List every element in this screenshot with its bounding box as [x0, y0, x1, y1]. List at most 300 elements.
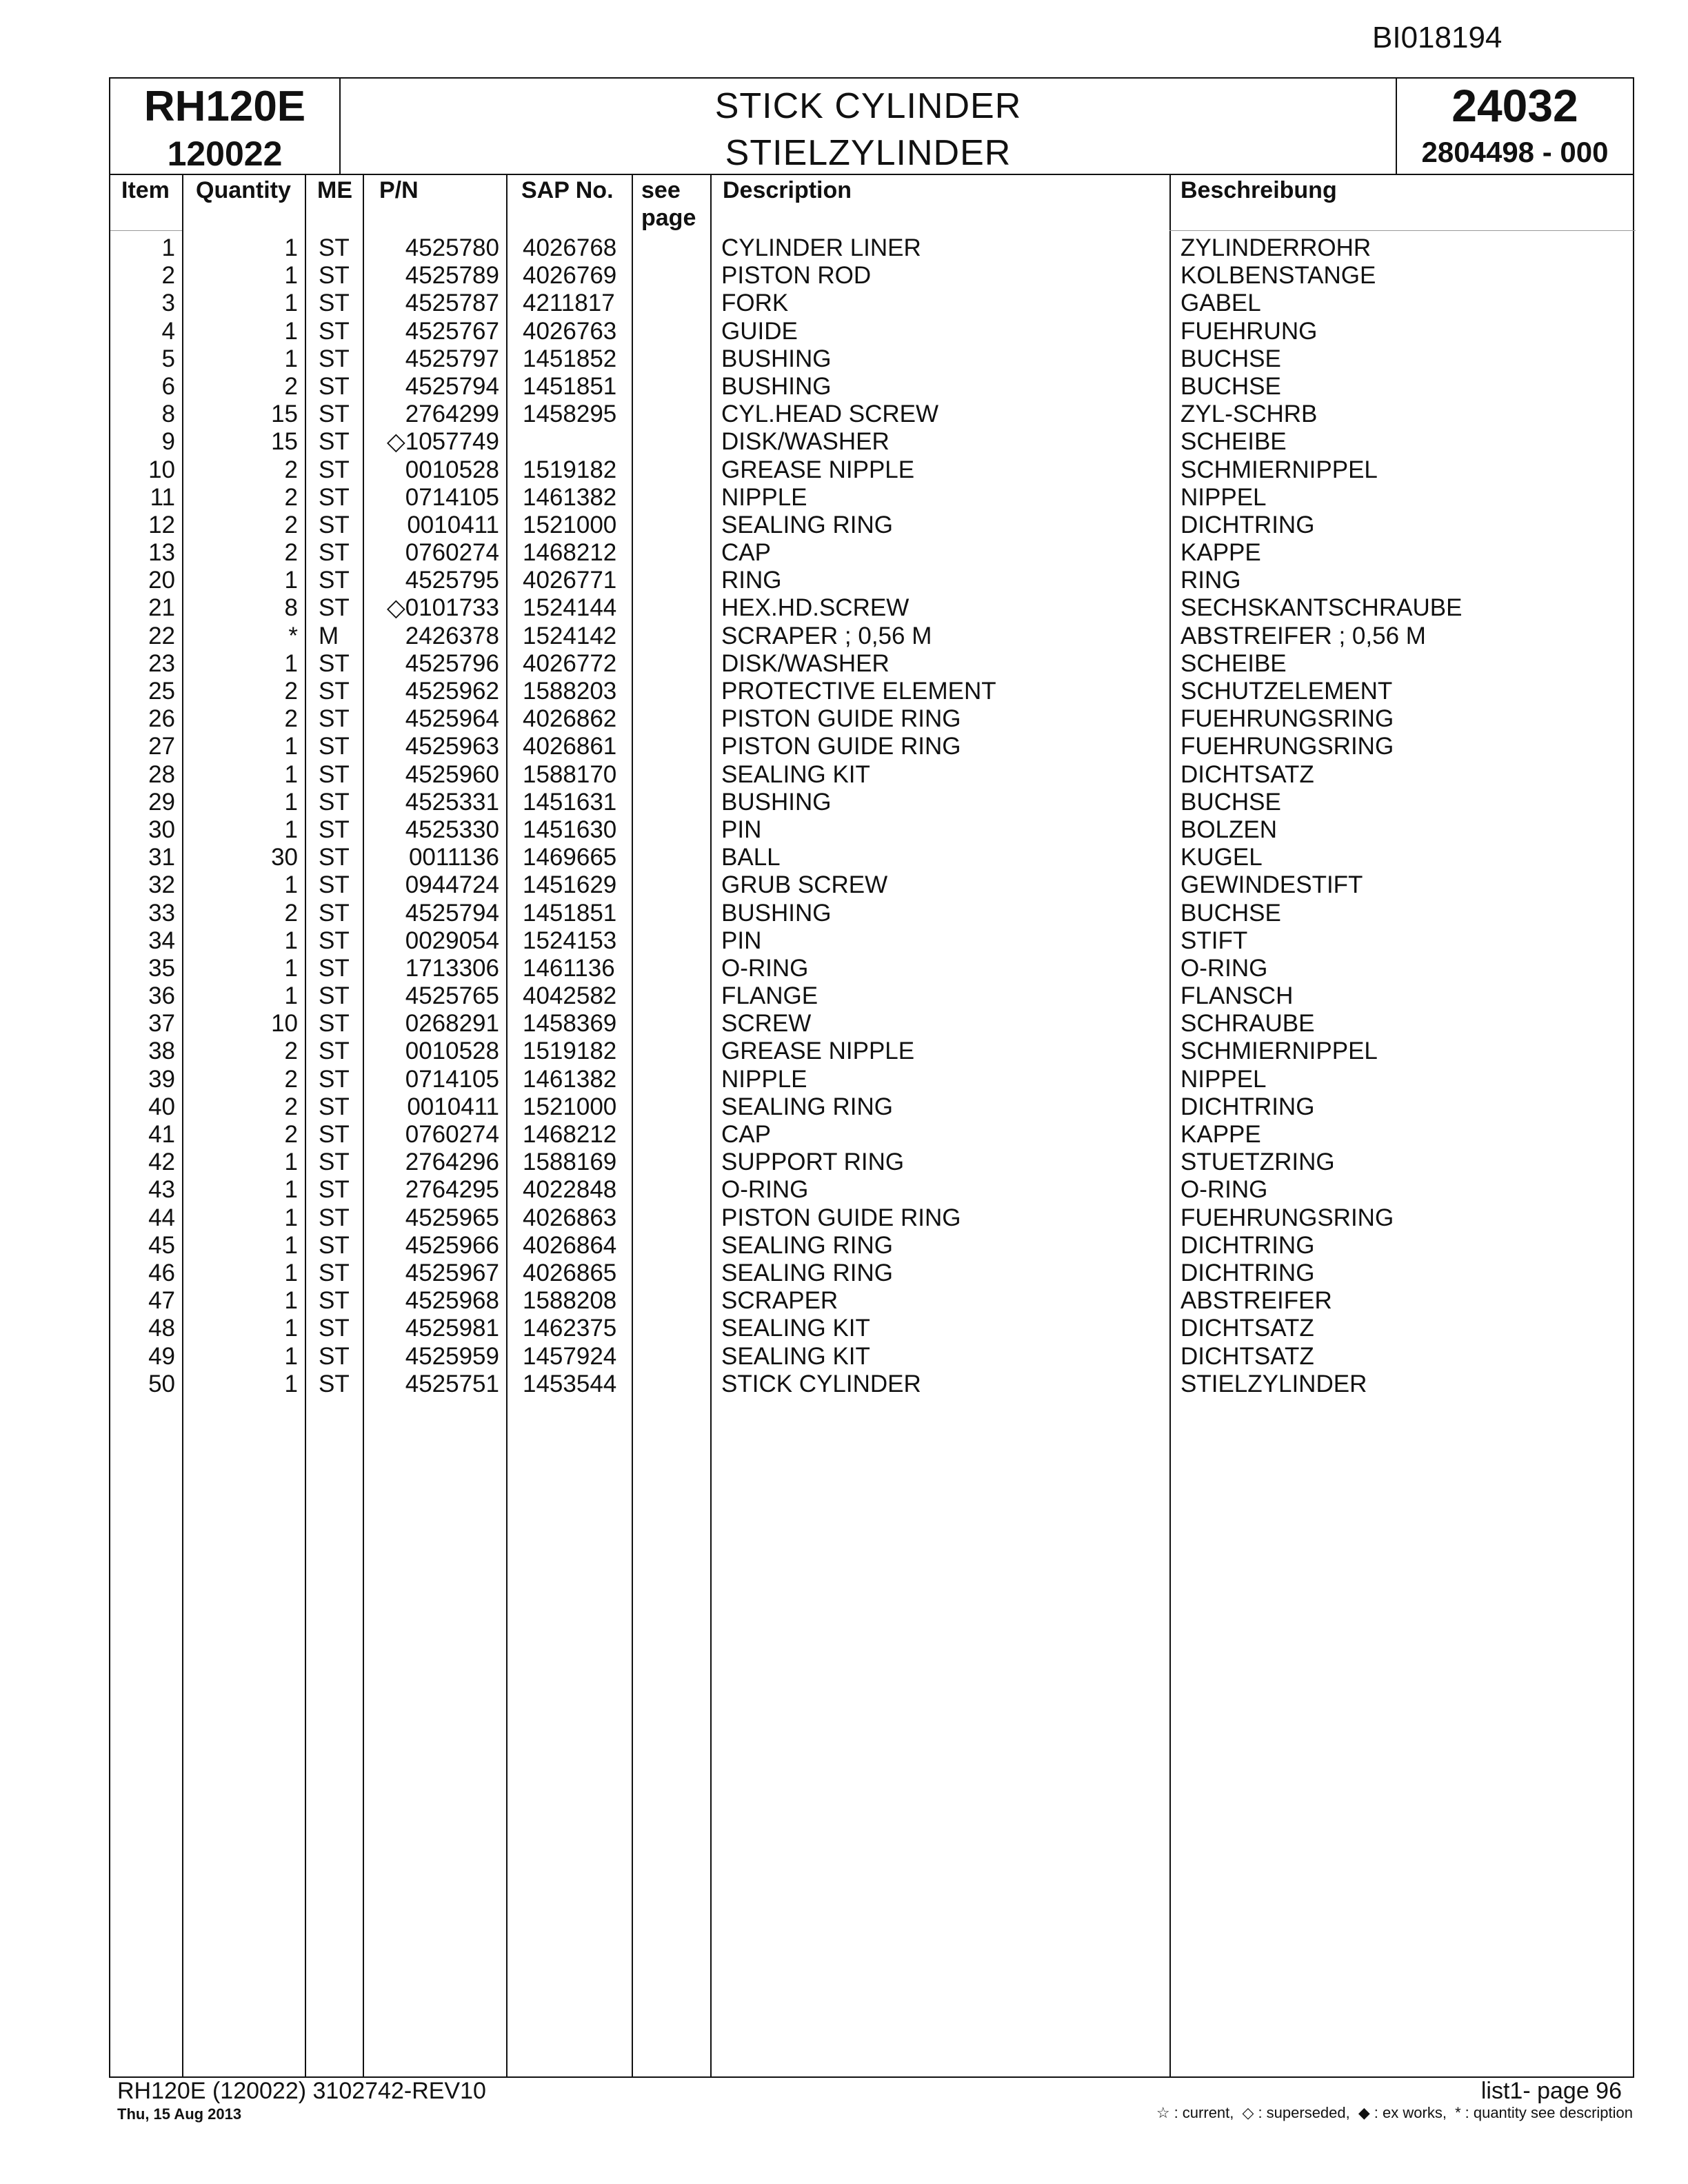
description-cell: PIN [721, 927, 762, 954]
title-german: STIELZYLINDER [725, 133, 1012, 173]
part-number-cell: 4525794 [405, 899, 499, 927]
quantity-cell: 1 [284, 567, 298, 594]
sap-number-cell: 1524144 [523, 594, 617, 622]
description-cell: SCRAPER [721, 1287, 838, 1315]
beschreibung-cell: STIELZYLINDER [1180, 1370, 1367, 1397]
beschreibung-cell: FUEHRUNG [1180, 317, 1318, 345]
item-cell: 35 [148, 954, 175, 982]
group-box [1396, 79, 1633, 174]
beschreibung-cell: BUCHSE [1180, 899, 1281, 927]
table-row [110, 733, 1633, 760]
table-row [110, 1315, 1633, 1342]
quantity-cell: 1 [284, 1287, 298, 1315]
beschreibung-cell: FLANSCH [1180, 982, 1294, 1010]
part-number-cell: 2426378 [405, 622, 499, 649]
table-row [110, 484, 1633, 512]
beschreibung-cell: ABSTREIFER [1180, 1287, 1332, 1315]
quantity-cell: 1 [284, 871, 298, 899]
sap-number-cell: 4026769 [523, 262, 617, 290]
description-cell: BUSHING [721, 345, 832, 372]
sap-number-cell: 1519182 [523, 456, 617, 483]
header-band [110, 79, 1633, 175]
description-cell: PROTECTIVE ELEMENT [721, 678, 996, 705]
description-cell: GRUB SCREW [721, 871, 888, 899]
item-cell: 2 [161, 262, 175, 290]
table-row [110, 761, 1633, 789]
table-row [110, 1038, 1633, 1065]
unit-cell: ST [319, 428, 350, 456]
group-subnumber: 2804498 - 000 [1421, 136, 1609, 168]
column-header-pn: P/N [379, 177, 419, 203]
part-number-cell: 4525967 [405, 1259, 499, 1286]
description-cell: BALL [721, 844, 781, 871]
description-cell: SEALING RING [721, 1231, 893, 1259]
item-cell: 5 [161, 345, 175, 372]
legend-exworks-text: : ex works, [1374, 2104, 1447, 2121]
table-row [110, 1066, 1633, 1093]
table-row [110, 373, 1633, 401]
table-row [110, 290, 1633, 317]
beschreibung-cell: ZYLINDERROHR [1180, 234, 1372, 261]
item-cell: 43 [148, 1176, 175, 1204]
item-cell: 6 [161, 372, 175, 400]
sap-number-cell: 4042582 [523, 982, 617, 1010]
part-number-cell: 4525330 [405, 816, 499, 843]
unit-cell: M [319, 622, 339, 649]
sap-number-cell: 4026763 [523, 317, 617, 345]
sap-number-cell: 1521000 [523, 511, 617, 538]
description-cell: CYLINDER LINER [721, 234, 921, 261]
part-number-cell: 4525794 [405, 372, 499, 400]
table-row [110, 1121, 1633, 1149]
item-cell: 36 [148, 982, 175, 1010]
beschreibung-cell: SCHMIERNIPPEL [1180, 1038, 1378, 1065]
column-header-beschreibung: Beschreibung [1180, 177, 1337, 203]
sap-number-cell: 4026865 [523, 1259, 617, 1286]
description-cell: FLANGE [721, 982, 818, 1010]
table-row [110, 1371, 1633, 1398]
part-number-cell: 4525331 [405, 788, 499, 816]
part-number-cell: 0714105 [405, 483, 499, 511]
current-star-icon: ☆ [1156, 2104, 1170, 2121]
footer-page-number: list1- page 96 [1480, 2078, 1622, 2104]
table-row [110, 456, 1633, 484]
part-number-cell: 0010528 [405, 1038, 499, 1065]
beschreibung-cell: DICHTRING [1180, 1259, 1315, 1286]
description-cell: PISTON GUIDE RING [721, 1204, 961, 1231]
description-cell: GUIDE [721, 317, 798, 345]
beschreibung-cell: KUGEL [1180, 844, 1263, 871]
description-cell: CAP [721, 539, 771, 567]
item-cell: 48 [148, 1315, 175, 1342]
sap-number-cell: 1461382 [523, 483, 617, 511]
sap-number-cell: 1469665 [523, 844, 617, 871]
item-cell: 11 [150, 483, 175, 511]
beschreibung-cell: DICHTSATZ [1180, 760, 1314, 788]
unit-cell: ST [319, 844, 350, 871]
part-number-cell: 0010411 [407, 1093, 499, 1120]
sap-number-cell: 1468212 [523, 1121, 617, 1148]
sap-number-cell: 1458369 [523, 1010, 617, 1038]
model-name: RH120E [143, 83, 306, 130]
column-header-see: see [641, 177, 681, 203]
header-underline [110, 230, 182, 231]
table-row [110, 871, 1633, 899]
unit-cell: ST [319, 678, 350, 705]
quantity-cell: 1 [284, 290, 298, 317]
beschreibung-cell: SCHUTZELEMENT [1180, 678, 1393, 705]
table-row [110, 539, 1633, 567]
item-cell: 34 [148, 927, 175, 954]
quantity-cell: 2 [284, 456, 298, 483]
part-number-cell: 4525959 [405, 1342, 499, 1370]
ex-works-diamond-icon: ◆ [1358, 2104, 1370, 2121]
parts-table-body [110, 234, 1633, 1398]
item-cell: 21 [148, 594, 175, 622]
beschreibung-cell: DICHTSATZ [1180, 1342, 1314, 1370]
unit-cell: ST [319, 594, 350, 622]
description-cell: STICK CYLINDER [721, 1370, 921, 1397]
item-cell: 49 [148, 1342, 175, 1370]
quantity-cell: 1 [284, 649, 298, 677]
quantity-cell: 1 [284, 733, 298, 760]
beschreibung-cell: SCHEIBE [1180, 649, 1287, 677]
table-row [110, 927, 1633, 955]
sap-number-cell: 1453544 [523, 1370, 617, 1397]
sap-number-cell: 1588208 [523, 1287, 617, 1315]
model-box [110, 79, 341, 174]
sap-number-cell: 1461136 [523, 954, 615, 982]
quantity-cell: 1 [284, 1370, 298, 1397]
quantity-cell: 15 [271, 428, 298, 456]
unit-cell: ST [319, 1176, 350, 1204]
part-number-cell: 4525981 [405, 1315, 499, 1342]
unit-cell: ST [319, 1370, 350, 1397]
unit-cell: ST [319, 401, 350, 428]
document-id: BI018194 [1372, 21, 1503, 54]
unit-cell: ST [319, 927, 350, 954]
model-serial: 120022 [167, 134, 283, 173]
quantity-cell: 1 [284, 1176, 298, 1204]
quantity-cell: 2 [284, 705, 298, 733]
item-cell: 33 [148, 899, 175, 927]
description-cell: PIN [721, 816, 762, 843]
quantity-cell: 1 [284, 234, 298, 261]
sap-number-cell: 4026768 [523, 234, 617, 261]
quantity-cell: 2 [284, 483, 298, 511]
part-number-cell: 4525796 [405, 649, 499, 677]
table-row [110, 567, 1633, 594]
part-number-cell: 4525966 [405, 1231, 499, 1259]
quantity-cell: 1 [284, 1231, 298, 1259]
unit-cell: ST [319, 982, 350, 1010]
beschreibung-cell: NIPPEL [1180, 1065, 1267, 1093]
part-number-cell: 0714105 [405, 1065, 499, 1093]
item-cell: 40 [148, 1093, 175, 1120]
part-number-cell: 0268291 [405, 1010, 499, 1038]
unit-cell: ST [319, 871, 350, 899]
part-number-cell: 4525963 [405, 733, 499, 760]
unit-cell: ST [319, 1121, 350, 1148]
quantity-cell: 2 [284, 511, 298, 538]
table-row [110, 705, 1633, 733]
beschreibung-cell: O-RING [1180, 954, 1268, 982]
quantity-cell: 2 [284, 372, 298, 400]
quantity-cell: 2 [284, 899, 298, 927]
unit-cell: ST [319, 816, 350, 843]
quantity-cell: 2 [284, 678, 298, 705]
item-cell: 39 [148, 1065, 175, 1093]
table-row [110, 401, 1633, 428]
unit-cell: ST [319, 483, 350, 511]
sap-number-cell: 4026772 [523, 649, 617, 677]
description-cell: HEX.HD.SCREW [721, 594, 910, 622]
quantity-cell: * [288, 622, 298, 649]
description-cell: FORK [721, 290, 789, 317]
description-cell: PISTON GUIDE RING [721, 705, 961, 733]
quantity-cell: 15 [271, 401, 298, 428]
unit-cell: ST [319, 1259, 350, 1286]
description-cell: DISK/WASHER [721, 428, 890, 456]
sap-number-cell: 4026862 [523, 705, 617, 733]
beschreibung-cell: BUCHSE [1180, 788, 1281, 816]
item-cell: 45 [148, 1231, 175, 1259]
legend-superseded-text: : superseded, [1258, 2104, 1350, 2121]
footer-doc-reference: RH120E (120022) 3102742-REV10 [117, 2078, 486, 2104]
sap-number-cell: 1457924 [523, 1342, 617, 1370]
item-cell: 41 [148, 1121, 175, 1148]
title-box [341, 79, 1396, 174]
table-row [110, 1260, 1633, 1287]
item-cell: 13 [148, 539, 175, 567]
beschreibung-cell: STUETZRING [1180, 1149, 1335, 1176]
quantity-cell: 2 [284, 1038, 298, 1065]
table-row [110, 678, 1633, 705]
table-row [110, 262, 1633, 290]
unit-cell: ST [319, 317, 350, 345]
sap-number-cell: 1468212 [523, 539, 617, 567]
item-cell: 32 [148, 871, 175, 899]
table-row [110, 1287, 1633, 1315]
description-cell: CYL.HEAD SCREW [721, 401, 939, 428]
quantity-cell: 2 [284, 539, 298, 567]
description-cell: SEALING RING [721, 1259, 893, 1286]
sap-number-cell: 1451631 [523, 788, 617, 816]
unit-cell: ST [319, 899, 350, 927]
item-cell: 23 [148, 649, 175, 677]
table-row [110, 1093, 1633, 1121]
sap-number-cell: 1588169 [523, 1149, 617, 1176]
beschreibung-cell: ABSTREIFER ; 0,56 M [1180, 622, 1426, 649]
part-number-cell: 4525962 [405, 678, 499, 705]
part-number-cell: 4525765 [405, 982, 499, 1010]
item-cell: 27 [148, 733, 175, 760]
beschreibung-cell: O-RING [1180, 1176, 1268, 1204]
description-cell: SEALING KIT [721, 1342, 870, 1370]
part-number-cell: 1713306 [405, 954, 499, 982]
part-number-cell: 4525960 [405, 760, 499, 788]
table-row [110, 1232, 1633, 1260]
table-row [110, 594, 1633, 622]
beschreibung-cell: SCHRAUBE [1180, 1010, 1315, 1038]
description-cell: O-RING [721, 954, 809, 982]
table-row [110, 789, 1633, 816]
sap-number-cell: 4211817 [523, 290, 615, 317]
unit-cell: ST [319, 1342, 350, 1370]
unit-cell: ST [319, 733, 350, 760]
beschreibung-cell: KOLBENSTANGE [1180, 262, 1376, 290]
unit-cell: ST [319, 1315, 350, 1342]
beschreibung-cell: DICHTRING [1180, 1093, 1315, 1120]
item-cell: 20 [148, 567, 175, 594]
quantity-cell: 1 [284, 927, 298, 954]
item-cell: 46 [148, 1259, 175, 1286]
unit-cell: ST [319, 1204, 350, 1231]
item-cell: 10 [148, 456, 175, 483]
description-cell: SEALING KIT [721, 760, 870, 788]
table-row [110, 345, 1633, 373]
part-number-cell: 4525789 [405, 262, 499, 290]
column-header-item: Item [121, 177, 170, 203]
table-row [110, 982, 1633, 1010]
footer-date: Thu, 15 Aug 2013 [117, 2105, 242, 2123]
quantity-cell: 1 [284, 1342, 298, 1370]
part-number-cell: 4525964 [405, 705, 499, 733]
item-cell: 8 [161, 401, 175, 428]
part-number-cell: 0944724 [405, 871, 499, 899]
beschreibung-cell: STIFT [1180, 927, 1248, 954]
item-cell: 31 [148, 844, 175, 871]
beschreibung-cell: SCHMIERNIPPEL [1180, 456, 1378, 483]
description-cell: SEALING RING [721, 511, 893, 538]
part-number-cell: 0029054 [405, 927, 499, 954]
quantity-cell: 1 [284, 1259, 298, 1286]
beschreibung-cell: ZYL-SCHRB [1180, 401, 1318, 428]
part-number-cell: 0011136 [408, 844, 499, 871]
beschreibung-cell: KAPPE [1180, 1121, 1261, 1148]
description-cell: NIPPLE [721, 1065, 807, 1093]
part-number-cell: 0010411 [407, 511, 499, 538]
quantity-cell: 1 [284, 954, 298, 982]
unit-cell: ST [319, 1038, 350, 1065]
item-cell: 25 [148, 678, 175, 705]
quantity-cell: 2 [284, 1065, 298, 1093]
beschreibung-cell: BOLZEN [1180, 816, 1278, 843]
item-cell: 12 [148, 511, 175, 538]
item-cell: 47 [148, 1287, 175, 1315]
beschreibung-cell: GEWINDESTIFT [1180, 871, 1363, 899]
unit-cell: ST [319, 511, 350, 538]
quantity-cell: 1 [284, 1315, 298, 1342]
description-cell: SEALING RING [721, 1093, 893, 1120]
sap-number-cell: 1451629 [523, 871, 617, 899]
beschreibung-cell: RING [1180, 567, 1241, 594]
unit-cell: ST [319, 345, 350, 372]
legend-current-text: : current, [1174, 2104, 1234, 2121]
beschreibung-cell: DICHTSATZ [1180, 1315, 1314, 1342]
description-cell: BUSHING [721, 788, 832, 816]
item-cell: 29 [148, 788, 175, 816]
title-english: STICK CYLINDER [714, 86, 1022, 126]
part-number-cell: 4525767 [405, 317, 499, 345]
item-cell: 4 [161, 317, 175, 345]
beschreibung-cell: FUEHRUNGSRING [1180, 733, 1394, 760]
part-number-cell: 2764299 [405, 401, 499, 428]
part-number-cell: 4525787 [405, 290, 499, 317]
table-row [110, 512, 1633, 539]
description-cell: BUSHING [721, 899, 832, 927]
quantity-cell: 1 [284, 345, 298, 372]
unit-cell: ST [319, 1287, 350, 1315]
sap-number-cell: 1524142 [523, 622, 617, 649]
table-row [110, 1176, 1633, 1204]
sap-number-cell: 1521000 [523, 1093, 617, 1120]
unit-cell: ST [319, 760, 350, 788]
item-cell: 28 [148, 760, 175, 788]
item-cell: 9 [161, 428, 175, 456]
table-row [110, 623, 1633, 650]
table-row [110, 318, 1633, 345]
description-cell: GREASE NIPPLE [721, 1038, 915, 1065]
unit-cell: ST [319, 649, 350, 677]
unit-cell: ST [319, 372, 350, 400]
description-cell: RING [721, 567, 782, 594]
part-number-cell: 2764295 [405, 1176, 499, 1204]
unit-cell: ST [319, 567, 350, 594]
part-number-cell: 0760274 [405, 539, 499, 567]
part-number-cell: 2764296 [405, 1149, 499, 1176]
beschreibung-cell: BUCHSE [1180, 372, 1281, 400]
unit-cell: ST [319, 262, 350, 290]
quantity-cell: 1 [284, 262, 298, 290]
sap-number-cell: 1588203 [523, 678, 617, 705]
part-number-cell: 0760274 [405, 1121, 499, 1148]
item-cell: 22 [148, 622, 175, 649]
sap-number-cell: 1588170 [523, 760, 617, 788]
quantity-cell: 1 [284, 760, 298, 788]
quantity-cell: 1 [284, 317, 298, 345]
unit-cell: ST [319, 1010, 350, 1038]
description-cell: PISTON GUIDE RING [721, 733, 961, 760]
group-number: 24032 [1451, 80, 1578, 131]
quantity-cell: 2 [284, 1121, 298, 1148]
table-row [110, 955, 1633, 982]
item-cell: 3 [161, 290, 175, 317]
beschreibung-cell: NIPPEL [1180, 483, 1267, 511]
part-number-cell: 4525968 [405, 1287, 499, 1315]
header-underline [1169, 230, 1636, 231]
quantity-cell: 1 [284, 1204, 298, 1231]
sap-number-cell: 1451851 [523, 899, 617, 927]
item-cell: 37 [148, 1010, 175, 1038]
item-cell: 38 [148, 1038, 175, 1065]
quantity-cell: 10 [271, 1010, 298, 1038]
sap-number-cell: 1462375 [523, 1315, 617, 1342]
sap-number-cell: 1461382 [523, 1065, 617, 1093]
table-row [110, 650, 1633, 678]
table-row [110, 1010, 1633, 1038]
quantity-cell: 30 [271, 844, 298, 871]
description-cell: NIPPLE [721, 483, 807, 511]
quantity-cell: 1 [284, 816, 298, 843]
sap-number-cell: 4026861 [523, 733, 617, 760]
sap-number-cell: 1451630 [523, 816, 617, 843]
part-number-cell: 4525751 [405, 1370, 499, 1397]
parts-list-frame [109, 77, 1634, 2078]
column-header-quantity: Quantity [196, 177, 291, 203]
part-number-cell: 4525797 [405, 345, 499, 372]
beschreibung-cell: DICHTRING [1180, 511, 1315, 538]
